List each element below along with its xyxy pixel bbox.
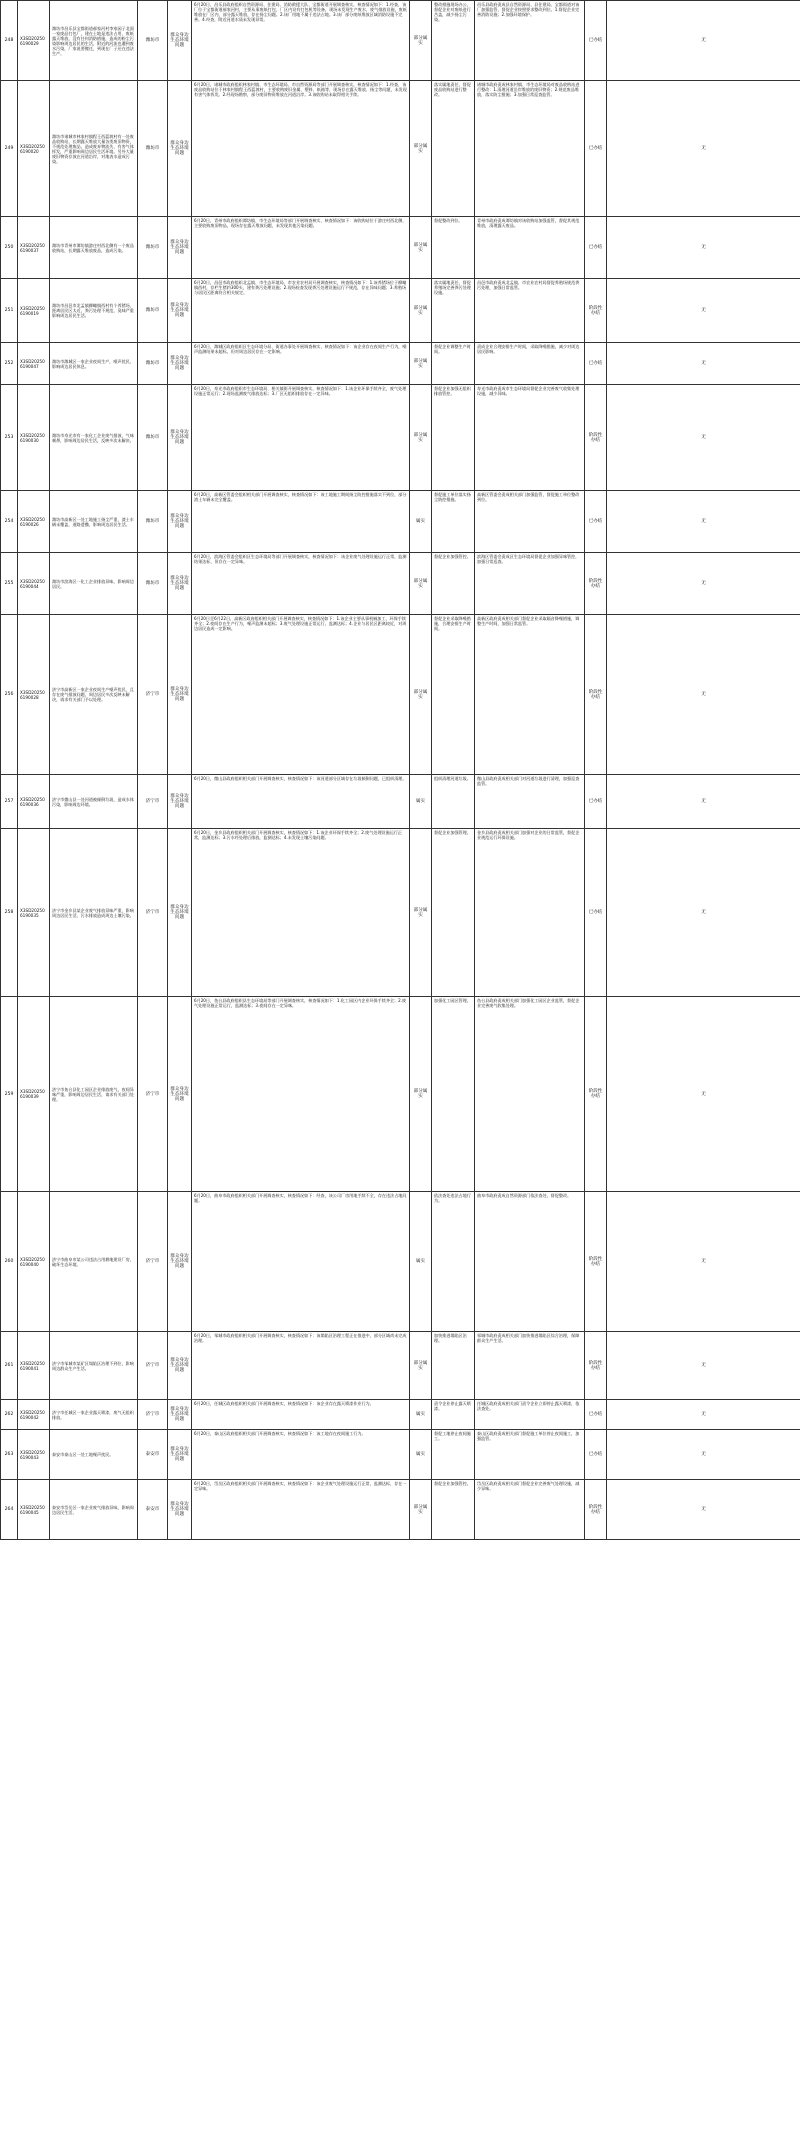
- handling-status: 寿光市政府责成市生态环境局督促企业完善废气收集处理设施，减少异味。: [475, 385, 585, 491]
- rectification-measure: 加快推进塌陷区治理。: [432, 1332, 475, 1400]
- investigation-text: 6月20日，岱岳区政府组织相关部门开展调查核实，核查情况如下：该企业废气处理设施运行正常，监测达标，存在一定异味。: [192, 1480, 410, 1540]
- table-row: [1, 1, 800, 81]
- complaint-text: 济宁市高新区一家企业夜间生产噪声扰民，且存在废气排放问题，周边居民多次反映未解决，请求有关部门予以处理。: [50, 615, 138, 775]
- district: 济宁市: [138, 1332, 168, 1400]
- accountability: 无: [607, 829, 800, 997]
- completion-status: 已办结: [585, 1, 607, 81]
- investigation-text: 6月20日，曲阜市政府组织相关部门开展调查核实，核查情况如下：经查，该公司厂房用地手续不全，存在违法占地问题。: [192, 1192, 410, 1332]
- complaint-text: 济宁市任城区一家企业露天喷漆，废气无组织排放。: [50, 1400, 138, 1430]
- verification-result: 部分属实: [410, 385, 432, 491]
- table-row: [1, 1192, 800, 1332]
- complaint-text: 济宁市曲阜市某公司违法占用耕地建设厂房，破坏生态环境。: [50, 1192, 138, 1332]
- investigation-text: 6月20日，潍城区政府组织区生态环境分局、街道办事处开展调查核实，核查情况如下：该企业存在夜间生产行为，噪声监测结果未超标，但对周边居民存在一定影响。: [192, 343, 410, 385]
- problem-type: 群众身边生态环境问题: [168, 279, 192, 343]
- investigation-text: 6月20日，昌乐县政府组织自然资源局、住建局、消防救援大队、宝都街道开展调查核实，核查情况如下：1.经查，该厂位于宝都街道郝家河村，主要从事废纸打包，厂区内设有打包机等设备，现场未发现生产废水、废气排放设施，废纸堆放在厂区内，部分露天堆放，存在扬尘问题。2.该厂用地不属于违法占地。3.该厂部分废纸堆放区域消防设施不完善。4.经查，附近河道水质未发现异常。: [192, 1, 410, 81]
- case-code: X3SD202506190045: [18, 1480, 50, 1540]
- completion-status: 已办结: [585, 81, 607, 217]
- handling-status: 金乡县政府责成相关部门加强对企业的日常监管，督促企业规范运行环保设施。: [475, 829, 585, 997]
- rectification-measure: 落实属地责任，督促废品收购站进行整改。: [432, 81, 475, 217]
- rectification-measure: 督促企业加强管理。: [432, 829, 475, 997]
- problem-type: 群众身边生态环境问题: [168, 1430, 192, 1480]
- case-number: 249: [1, 81, 18, 217]
- rectification-measure: 督促整改到位。: [432, 217, 475, 279]
- district: 济宁市: [138, 997, 168, 1192]
- district: 潍坊市: [138, 491, 168, 553]
- accountability: 无: [607, 81, 800, 217]
- verification-result: 部分属实: [410, 615, 432, 775]
- verification-result: 部分属实: [410, 217, 432, 279]
- rectification-measure: 组织清理河道垃圾。: [432, 775, 475, 829]
- table-row: [1, 1480, 800, 1540]
- complaint-text: 潍坊市昌邑市北孟镇柳疃镇西村有个养猪场，距离居民区太近，粪污处理不规范，臭味严重影响周边居民生活。: [50, 279, 138, 343]
- table-row: [1, 217, 800, 279]
- rectification-measure: 督促企业采取降噪措施，合理安排生产时间。: [432, 615, 475, 775]
- handling-status: 微山县政府责成相关部门对河道垃圾进行清理，加强巡查监管。: [475, 775, 585, 829]
- investigation-text: 6月20日，金乡县政府组织相关部门开展调查核实，核查情况如下：1.该企业环保手续齐全；2.废气处理设施运行正常，监测达标；3.污水经处理后排放，监测达标；4.未发现土壤污染问题。: [192, 829, 410, 997]
- case-code: X3SD202506190042: [18, 1400, 50, 1430]
- accountability: 无: [607, 385, 800, 491]
- problem-type: 群众身边生态环境问题: [168, 1332, 192, 1400]
- completion-status: 阶段性办结: [585, 1332, 607, 1400]
- district: 济宁市: [138, 1192, 168, 1332]
- case-number: 250: [1, 217, 18, 279]
- district: 潍坊市: [138, 385, 168, 491]
- completion-status: 阶段性办结: [585, 1192, 607, 1332]
- case-number: 262: [1, 1400, 18, 1430]
- table-row: [1, 491, 800, 553]
- case-number: 253: [1, 385, 18, 491]
- accountability: 无: [607, 1332, 800, 1400]
- completion-status: 阶段性办结: [585, 279, 607, 343]
- complaint-text: 济宁市邹城市某矿区塌陷区治理不到位，影响周边群众生产生活。: [50, 1332, 138, 1400]
- case-number: 258: [1, 829, 18, 997]
- completion-status: 已办结: [585, 343, 607, 385]
- accountability: 无: [607, 1430, 800, 1480]
- complaint-text: 潍坊市潍城区一家企业夜间生产，噪声扰民，影响周边居民休息。: [50, 343, 138, 385]
- completion-status: 阶段性办结: [585, 615, 607, 775]
- investigation-text: 6月20日，任城区政府组织相关部门开展调查核实，核查情况如下：该企业存在露天喷漆作业行为。: [192, 1400, 410, 1430]
- accountability: 无: [607, 279, 800, 343]
- complaint-text: 济宁市金乡县某企业废气排放异味严重，影响周边居民生活，污水排放造成周边土壤污染。: [50, 829, 138, 997]
- verification-result: 部分属实: [410, 1480, 432, 1540]
- accountability: 无: [607, 1, 800, 81]
- problem-type: 群众身边生态环境问题: [168, 1400, 192, 1430]
- completion-status: 已办结: [585, 829, 607, 997]
- case-number: 260: [1, 1192, 18, 1332]
- problem-type: 群众身边生态环境问题: [168, 1192, 192, 1332]
- case-code: X3SD202506190044: [18, 553, 50, 615]
- completion-status: 阶段性办结: [585, 997, 607, 1192]
- table-row: [1, 343, 800, 385]
- verification-result: 部分属实: [410, 81, 432, 217]
- district: 潍坊市: [138, 553, 168, 615]
- case-code: X3SD202506190020: [18, 81, 50, 217]
- investigation-text: 6月20日，邹城市政府组织相关部门开展调查核实，核查情况如下：该塌陷区治理工程正在推进中，部分区域尚未完成治理。: [192, 1332, 410, 1400]
- verification-result: 属实: [410, 491, 432, 553]
- complaint-text: 潍坊市诸城市林家村镇程王西蓝坡村有一处废品收购站，长期露天堆放大量各类废旧物资，不规范处理废品，造成废弃物流失、有害气体挥发，严重影响周边居民生活环境。另外大量废旧物资存放在河道沿岸，对地表水造成污染。: [50, 81, 138, 217]
- case-number: 259: [1, 997, 18, 1192]
- rectification-measure: 落实属地责任，督促养殖场完善粪污处理设施。: [432, 279, 475, 343]
- case-code: X3SD202506190026: [18, 491, 50, 553]
- case-number: 256: [1, 615, 18, 775]
- handling-status: 责成企业合理安排生产时间，采取降噪措施，减少对周边居民影响。: [475, 343, 585, 385]
- completion-status: 阶段性办结: [585, 385, 607, 491]
- complaint-text: 济宁市微山县一处河道被倾倒垃圾，造成水体污染，影响周边环境。: [50, 775, 138, 829]
- case-code: X3SD202506190029: [18, 1, 50, 81]
- case-code: X3SD202506190047: [18, 343, 50, 385]
- problem-type: 群众身边生态环境问题: [168, 1, 192, 81]
- handling-status: 高新区管委会责成相关部门加强监管，督促施工单位整改到位。: [475, 491, 585, 553]
- completion-status: 已办结: [585, 491, 607, 553]
- table-row: [1, 81, 800, 217]
- completion-status: 已办结: [585, 775, 607, 829]
- problem-type: 群众身边生态环境问题: [168, 615, 192, 775]
- problem-type: 群众身边生态环境问题: [168, 81, 192, 217]
- complaint-text: 潍坊市高新区一处工地施工扬尘严重，渣土车辆未覆盖，道路遗撒，影响周边居民生活。: [50, 491, 138, 553]
- investigation-text: 6月20日，微山县政府组织相关部门开展调查核实，核查情况如下：该河道部分区域存在垃圾倾倒问题，已组织清理。: [192, 775, 410, 829]
- table-row: [1, 615, 800, 775]
- accountability: 无: [607, 553, 800, 615]
- case-number: 255: [1, 553, 18, 615]
- handling-status: 滨海区管委会责成区生态环境局督促企业加强异味管控，加强日常巡查。: [475, 553, 585, 615]
- rectification-measure: 督促企业加强无组织排放管控。: [432, 385, 475, 491]
- completion-status: 已办结: [585, 1430, 607, 1480]
- verification-result: 部分属实: [410, 1, 432, 81]
- investigation-text: 6月20日，寿光市政府组织市生态环境局、相关镇街开展调查核实，核查情况如下：1.该企业环保手续齐全，废气处理设施正常运行；2.现场监测废气排放达标；3.厂区无组织排放存在一定异味。: [192, 385, 410, 491]
- handling-status: 曲阜市政府责成自然资源部门依法查处，督促整改。: [475, 1192, 585, 1332]
- handling-status: 鱼台县政府责成相关部门加强化工园区企业监管，督促企业完善废气收集处理。: [475, 997, 585, 1192]
- complaint-text: 潍坊市昌乐县宝都街道郝家河村李家园子北面一家废品打包厂，建在土地是违法占用、废纸露天堆放，没有任何消防措施，造成的粉尘污染影响周边居民的生活，附近的河流也遭到废水污染，厂家说要搬迁，到现在厂子还在违法生产。: [50, 1, 138, 81]
- handling-status: 昌乐县政府责成县自然资源局、县住建局、宝都街道对该厂加强监管，督促企业按照要求整改到位。1.督促企业完善消防设施；2.加强环境保护。: [475, 1, 585, 81]
- table-row: [1, 279, 800, 343]
- verification-result: 属实: [410, 1430, 432, 1480]
- district: 潍坊市: [138, 279, 168, 343]
- district: 济宁市: [138, 829, 168, 997]
- rectification-measure: 督促企业加强管控。: [432, 1480, 475, 1540]
- verification-result: 部分属实: [410, 829, 432, 997]
- case-code: X3SD202506190037: [18, 217, 50, 279]
- complaint-text: 潍坊市滨海区一化工企业排放异味，影响周边居民。: [50, 553, 138, 615]
- accountability: 无: [607, 615, 800, 775]
- verification-result: 属实: [410, 1400, 432, 1430]
- handling-status: 邹城市政府责成相关部门加快推进塌陷区综合治理，保障群众生产生活。: [475, 1332, 585, 1400]
- complaint-text: 泰安市泰山区一处工地噪声扰民。: [50, 1430, 138, 1480]
- accountability: 无: [607, 775, 800, 829]
- case-code: X3SD202506190036: [18, 775, 50, 829]
- case-number: 263: [1, 1430, 18, 1480]
- case-code: X3SD202506190019: [18, 279, 50, 343]
- case-code: X3SD202506190043: [18, 1430, 50, 1480]
- verification-result: 属实: [410, 1192, 432, 1332]
- accountability: 无: [607, 1400, 800, 1430]
- accountability: 无: [607, 1480, 800, 1540]
- problem-type: 群众身边生态环境问题: [168, 829, 192, 997]
- table-row: [1, 997, 800, 1192]
- verification-result: 部分属实: [410, 553, 432, 615]
- investigation-text: 6月20日，高新区管委会组织相关部门开展调查核实，核查情况如下：该工地施工期间扬尘防控措施落实不到位，部分渣土车辆未完全覆盖。: [192, 491, 410, 553]
- verification-result: 部分属实: [410, 279, 432, 343]
- handling-status: 昌邑市政府责成北孟镇、市农业农村局督促养殖场规范粪污处理，加强日常监管。: [475, 279, 585, 343]
- accountability: 无: [607, 997, 800, 1192]
- district: 济宁市: [138, 775, 168, 829]
- rectification-measure: 责令企业停止露天喷漆。: [432, 1400, 475, 1430]
- table-body: [1, 1, 800, 1540]
- problem-type: 群众身边生态环境问题: [168, 343, 192, 385]
- table-row: [1, 1332, 800, 1400]
- rectification-measure: 督促施工单位落实扬尘防控措施。: [432, 491, 475, 553]
- problem-type: 群众身边生态环境问题: [168, 997, 192, 1192]
- case-number: 257: [1, 775, 18, 829]
- district: 潍坊市: [138, 343, 168, 385]
- rectification-measure: 督促企业调整生产时间。: [432, 343, 475, 385]
- district: 潍坊市: [138, 217, 168, 279]
- handling-status: 岱岳区政府责成相关部门督促企业完善废气处理设施，减少异味。: [475, 1480, 585, 1540]
- accountability: 无: [607, 217, 800, 279]
- investigation-text: 6月20日，青州市政府组织谭坊镇、市生态环境局等部门开展调查核实，核查情况如下：该收购站位于游庄村西北侧，主要收购废旧物品，现场存在露天堆放问题，未发现其他污染问题。: [192, 217, 410, 279]
- verification-result: 部分属实: [410, 1332, 432, 1400]
- rectification-measure: 整改措施现场办公，督促企业对废纸进行苫盖，减少扬尘污染。: [432, 1, 475, 81]
- investigation-text: 6月20日，诸城市政府组织林家村镇、市生态环境局、市自然资源局等部门开展调查核实，核查情况如下：1.经查，该废品收购站位于林家村镇程王西蓝坡村，主要收购废旧金属、塑料、纸箱等，现场存在露天堆放、扬尘等问题，未发现有害气体挥发。2.经现场勘察，部分废旧物资堆放在河道沿岸。3.该收购站未取得相关手续。: [192, 81, 410, 217]
- table-row: [1, 385, 800, 491]
- district: 潍坊市: [138, 1, 168, 81]
- complaint-text: 潍坊市青州市谭坊镇游庄村西北侧有一个废品收购站，长期露天堆放废品，造成污染。: [50, 217, 138, 279]
- verification-result: 部分属实: [410, 343, 432, 385]
- district: 潍坊市: [138, 81, 168, 217]
- investigation-text: 6月20日，鱼台县政府组织县生态环境局等部门开展调查核实，核查情况如下：1.化工园区内企业环保手续齐全；2.废气处理设施正常运行，监测达标；3.夜间存在一定异味。: [192, 997, 410, 1192]
- investigation-text: 6月20日至6月22日，高新区政府组织相关部门开展调查核实，核查情况如下：1.该企业主要从事机械加工，环保手续齐全；2.夜间存在生产行为，噪声监测未超标；3.废气处理设施正常运行，监测达标；4.企业与居民区距离较近，对周边居民造成一定影响。: [192, 615, 410, 775]
- rectification-measure: 督促企业加强管控。: [432, 553, 475, 615]
- handling-status: 青州市政府责成谭坊镇对该收购站加强监管，督促其规范堆放，清理露天废品。: [475, 217, 585, 279]
- district: 泰安市: [138, 1430, 168, 1480]
- rectification-measure: 依法查处违法占地行为。: [432, 1192, 475, 1332]
- accountability: 无: [607, 1192, 800, 1332]
- completion-status: 已办结: [585, 1400, 607, 1430]
- handling-status: 诸城市政府责成林家村镇、市生态环境局对废品收购站进行整改：1.清理河道沿岸堆放的废旧物资；2.规范废品堆放，落实防尘措施；3.加强日常巡查监管。: [475, 81, 585, 217]
- completion-status: 已办结: [585, 217, 607, 279]
- case-number: 264: [1, 1480, 18, 1540]
- investigation-text: 6月20日，昌邑市政府组织北孟镇、市生态环境局、市农业农村局开展调查核实，核查情况如下：1.该养猪场位于柳疃镇西村，存栏生猪约300头，建有粪污处理设施；2.现场检查发现粪污处理设施运行不规范，存在异味问题；3.养殖场与居民区距离符合相关规定。: [192, 279, 410, 343]
- case-number: 248: [1, 1, 18, 81]
- case-code: X3SD202506190028: [18, 615, 50, 775]
- investigation-text: 6月20日，滨海区管委会组织区生态环境局等部门开展调查核实，核查情况如下：该企业废气处理设施运行正常，监测结果达标，但存在一定异味。: [192, 553, 410, 615]
- problem-type: 群众身边生态环境问题: [168, 1480, 192, 1540]
- rectification-measure: 加强化工园区管理。: [432, 997, 475, 1192]
- table-row: [1, 775, 800, 829]
- case-number: 261: [1, 1332, 18, 1400]
- case-code: X3SD202506190039: [18, 997, 50, 1192]
- table-row: [1, 553, 800, 615]
- complaint-text: 济宁市鱼台县化工园区企业排放废气，夜间异味严重，影响周边居民生活，请求有关部门处理。: [50, 997, 138, 1192]
- investigation-text: 6月20日，泰山区政府组织相关部门开展调查核实，核查情况如下：该工地存在夜间施工行为。: [192, 1430, 410, 1480]
- district: 泰安市: [138, 1480, 168, 1540]
- case-code: X3SD202506190040: [18, 1192, 50, 1332]
- completion-status: 阶段性办结: [585, 553, 607, 615]
- case-code: X3SD202506190035: [18, 829, 50, 997]
- district: 济宁市: [138, 1400, 168, 1430]
- verification-result: 属实: [410, 775, 432, 829]
- handling-status: 泰山区政府责成相关部门督促施工单位停止夜间施工，加强监管。: [475, 1430, 585, 1480]
- accountability: 无: [607, 491, 800, 553]
- complaint-text: 潍坊市寿光市有一家化工企业废气排放，气味刺鼻，影响周边居民生活，反映多次未解决。: [50, 385, 138, 491]
- table-row: [1, 829, 800, 997]
- case-code: X3SD202506190041: [18, 1332, 50, 1400]
- table-row: [1, 1430, 800, 1480]
- problem-type: 群众身边生态环境问题: [168, 385, 192, 491]
- problem-type: 群众身边生态环境问题: [168, 775, 192, 829]
- problem-type: 群众身边生态环境问题: [168, 491, 192, 553]
- accountability: 无: [607, 343, 800, 385]
- problem-type: 群众身边生态环境问题: [168, 217, 192, 279]
- case-number: 251: [1, 279, 18, 343]
- problem-type: 群众身边生态环境问题: [168, 553, 192, 615]
- completion-status: 阶段性办结: [585, 1480, 607, 1540]
- table-row: [1, 1400, 800, 1430]
- handling-status: 高新区政府责成相关部门督促企业采取隔音降噪措施，调整生产时间，加强日常监管。: [475, 615, 585, 775]
- case-number: 254: [1, 491, 18, 553]
- case-code: X3SD202506190030: [18, 385, 50, 491]
- handling-status: 任城区政府责成相关部门责令企业立即停止露天喷漆，依法查处。: [475, 1400, 585, 1430]
- case-number: 252: [1, 343, 18, 385]
- verification-result: 部分属实: [410, 997, 432, 1192]
- district: 济宁市: [138, 615, 168, 775]
- complaint-text: 泰安市岱岳区一家企业废气排放异味，影响周边居民生活。: [50, 1480, 138, 1540]
- rectification-measure: 督促工地停止夜间施工。: [432, 1430, 475, 1480]
